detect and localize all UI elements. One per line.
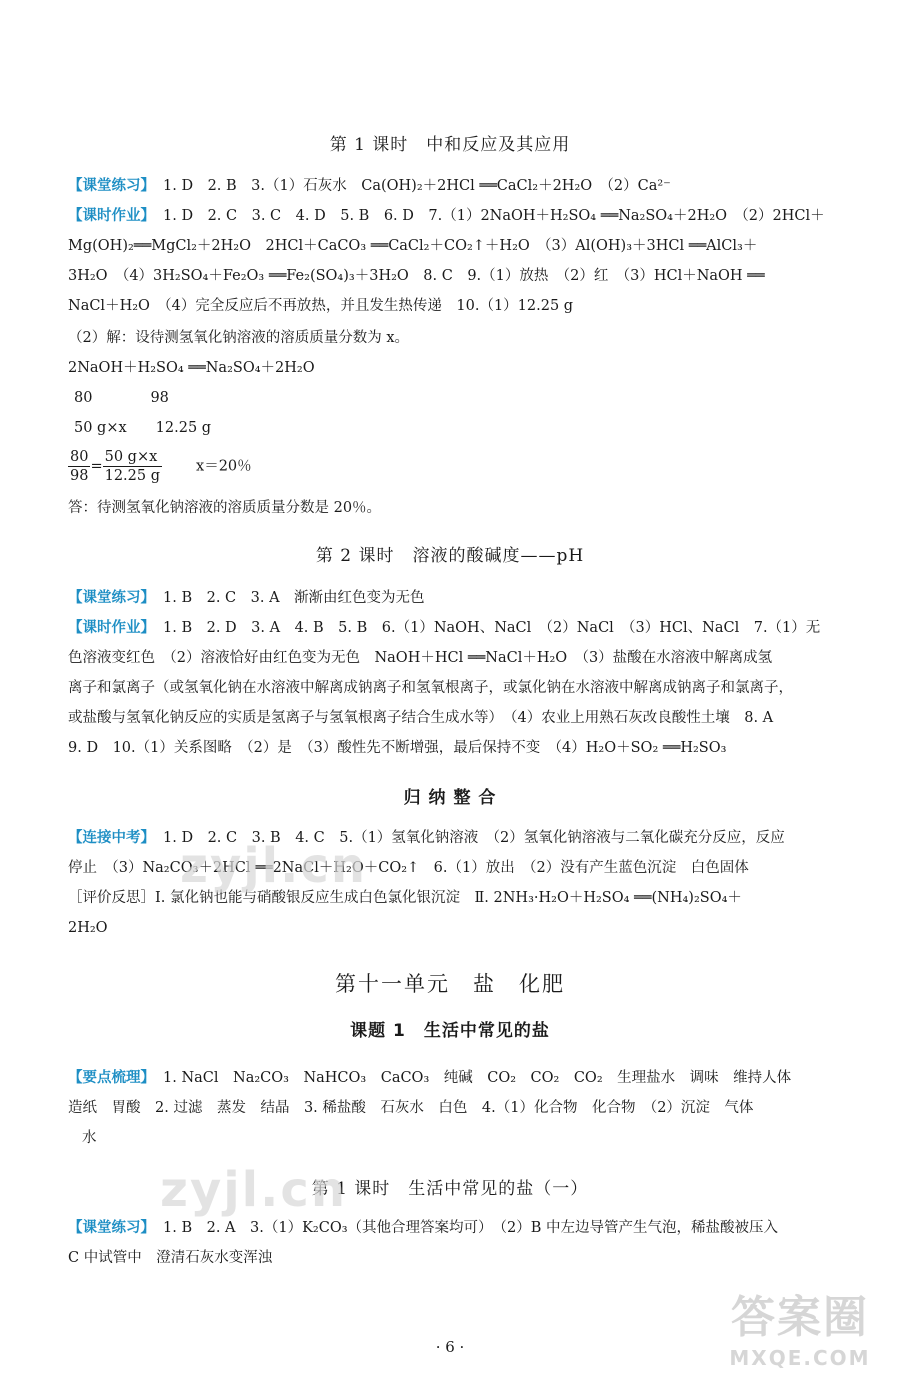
fraction-right <box>103 448 162 485</box>
lesson3-title: 第 1 课时 生活中常见的盐（一） <box>311 1179 589 1199</box>
watermark-logo-url: MXQE.COM <box>729 1346 871 1370</box>
yaodian-line-1 <box>68 1068 858 1088</box>
solution-mass-values: 50 g×x 12.25 g <box>74 420 212 436</box>
lesson2-keshi-line-3: 离子和氯离子（或氢氧化钠在水溶液中解离成钠离子和氢氧根离子，或氯化钠在水溶液中解离成钠离子和氯离子， <box>68 680 793 696</box>
fraction-left-den: 98 <box>70 468 89 484</box>
ketang-text: 1. B 2. C 3. A 渐渐由红色变为无色 <box>163 590 425 606</box>
summary-text: 1. D 2. C 3. B 4. C 5.（1）氢氧化钠溶液 （2）氢氧化钠溶液与二氧化碳充分反应，反应 <box>163 830 785 846</box>
watermark-logo <box>720 1290 880 1376</box>
watermark-zyjl-mid: zyjl.cn <box>160 1162 347 1218</box>
keshi-tag: 【课时作业】 <box>68 620 155 636</box>
lesson2-keshi-line-4: 或盐酸与氢氧化钠反应的实质是氢离子与氢氧根离子结合生成水等） （4）农业上用熟石灰改良酸性土壤 8. A <box>68 710 774 726</box>
lesson1-keshi-line-1 <box>68 206 858 226</box>
solution-intro: （2）解：设待测氢氧化钠溶液的溶质质量分数为 x。 <box>68 330 410 346</box>
lianjie-tag: 【连接中考】 <box>68 830 155 846</box>
lesson2-keshi-line-2: 色溶液变红色 （2）溶液恰好由红色变为无色 NaOH＋HCl ══NaCl＋H₂O （3）盐酸在水溶液中解离成氢 <box>68 650 773 666</box>
lesson2-keshi-line-5: 9. D 10.（1）关系图略 （2）是 （3）酸性先不断增强，最后保持不变 （4）H₂O＋SO₂ ══H₂SO₃ <box>68 740 727 756</box>
ketang-tag: 【课堂练习】 <box>68 178 155 194</box>
yaodian-text: 1. NaCl Na₂CO₃ NaHCO₃ CaCO₃ 纯碱 CO₂ CO₂ CO₂ 生理盐水 调味 维持人体 <box>163 1070 792 1086</box>
lesson1-keshi-line-4: NaCl＋H₂O （4）完全反应后不再放热，并且发生热传递 10.（1）12.25 g <box>68 298 574 314</box>
lesson3-ketang-line-2: C 中试管中 澄清石灰水变浑浊 <box>68 1250 273 1266</box>
lesson2-keshi-line-1 <box>68 618 858 638</box>
summary-line-4: 2H₂O <box>68 920 108 936</box>
solution-mass-ratio: 80 98 <box>74 390 169 406</box>
keshi-text: 1. B 2. D 3. A 4. B 5. B 6.（1）NaOH、NaCl （2）NaCl （3）HCl、NaCl 7.（1）无 <box>163 620 821 636</box>
yaodian-tag: 【要点梳理】 <box>68 1070 155 1086</box>
unit-title: 第十一单元 盐 化肥 <box>335 972 565 996</box>
lesson1-keshi-line-3: 3H₂O （4）3H₂SO₄＋Fe₂O₃ ══Fe₂(SO₄)₃＋3H₂O 8. C 9.（1）放热 （2）红 （3）HCl＋NaOH ══ <box>68 268 765 284</box>
summary-line-3: ［评价反思］Ⅰ. 氯化钠也能与硝酸银反应生成白色氯化银沉淀 Ⅱ. 2NH₃·H₂O＋H₂SO₄ ══(NH₄)₂SO₄＋ <box>68 890 742 906</box>
solution-fraction <box>68 448 858 485</box>
lesson1-keshi-line-2: Mg(OH)₂══MgCl₂＋2H₂O 2HCl＋CaCO₃ ══CaCl₂＋CO₂↑＋H₂O （3）Al(OH)₃＋3HCl ══AlCl₃＋ <box>68 238 758 254</box>
lesson1-ketang-line <box>68 176 858 196</box>
fraction-equals: = <box>90 458 103 475</box>
summary-title: 归 纳 整 合 <box>403 788 497 808</box>
ketang-text: 1. D 2. B 3.（1）石灰水 Ca(OH)₂＋2HCl ══CaCl₂＋2H₂O （2）Ca²⁻ <box>163 178 671 194</box>
lesson2-ketang-line <box>68 588 858 608</box>
yaodian-line-3: 水 <box>82 1130 97 1146</box>
summary-line-2: 停止 （3）Na₂CO₃＋2HCl ══2NaCl＋H₂O＋CO₂↑ 6.（1）放出 （2）没有产生蓝色沉淀 白色固体 <box>68 860 749 876</box>
fraction-result: x＝20％ <box>196 458 252 475</box>
watermark-logo-text: 答案圈 <box>731 1292 869 1343</box>
watermark-zyjl-top: zyjl.cn <box>180 838 367 894</box>
solution-equation: 2NaOH＋H₂SO₄ ══Na₂SO₄＋2H₂O <box>68 360 315 376</box>
ketang-tag: 【课堂练习】 <box>68 1220 155 1236</box>
keshi-tag: 【课时作业】 <box>68 208 155 224</box>
page-number: · 6 · <box>435 1338 465 1356</box>
topic-title: 课题 1 生活中常见的盐 <box>350 1021 550 1041</box>
fraction-left <box>68 448 90 485</box>
ketang-text: 1. B 2. A 3.（1）K₂CO₃（其他合理答案均可） （2）B 中左边导管产生气泡，稀盐酸被压入 <box>163 1220 779 1236</box>
yaodian-line-2: 造纸 胃酸 2. 过滤 蒸发 结晶 3. 稀盐酸 石灰水 白色 4.（1）化合物 化合物 （2）沉淀 气体 <box>68 1100 754 1116</box>
keshi-text: 1. D 2. C 3. C 4. D 5. B 6. D 7.（1）2NaOH＋H₂SO₄ ══Na₂SO₄＋2H₂O （2）2HCl＋ <box>163 208 825 224</box>
lesson2-title: 第 2 课时 溶液的酸碱度——pH <box>315 546 585 566</box>
fraction-right-num: 50 g×x <box>103 448 162 467</box>
fraction-right-den: 12.25 g <box>104 468 161 484</box>
fraction-left-num: 80 <box>70 449 89 465</box>
lesson3-ketang-line-1 <box>68 1218 858 1238</box>
solution-answer: 答：待测氢氧化钠溶液的溶质质量分数是 20％。 <box>68 500 382 516</box>
lesson1-title: 第 1 课时 中和反应及其应用 <box>329 135 571 155</box>
ketang-tag: 【课堂练习】 <box>68 590 155 606</box>
